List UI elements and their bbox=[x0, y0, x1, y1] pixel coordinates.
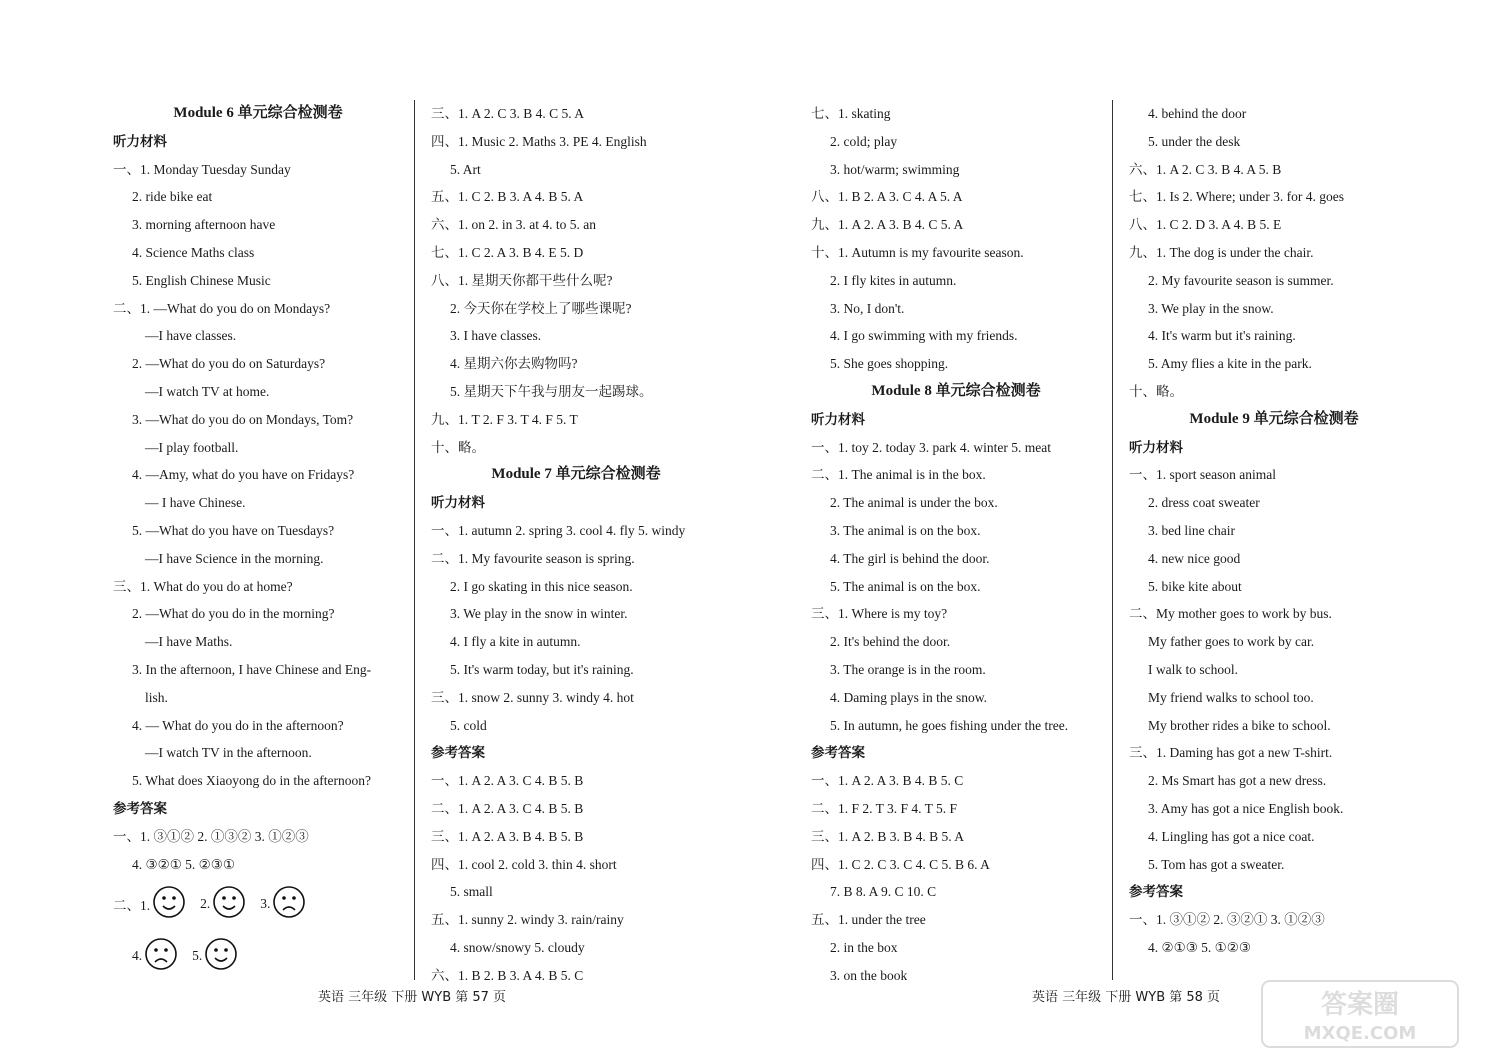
answer-line: 5. The animal is on the box. bbox=[830, 578, 981, 594]
answer-line: 5. Tom has got a sweater. bbox=[1148, 856, 1285, 872]
answer-line: 2. The animal is under the box. bbox=[830, 495, 998, 511]
answer-line: —I watch TV in the afternoon. bbox=[145, 745, 312, 761]
answer-line: 2. 今天你在学校上了哪些课呢? bbox=[450, 300, 632, 316]
answer-line: 四、1. Music 2. Maths 3. PE 4. English bbox=[431, 133, 647, 149]
answer-line: 2. Ms Smart has got a new dress. bbox=[1148, 773, 1327, 789]
answer-line: 5. 星期天下午我与朋友一起踢球。 bbox=[450, 383, 653, 399]
answer-line: 2. ride bike eat bbox=[132, 189, 213, 205]
answer-line: 5. Art bbox=[450, 161, 481, 177]
column-4 bbox=[1129, 100, 1419, 962]
module-title: Module 6 单元综合检测卷 bbox=[173, 105, 343, 121]
section-heading: 听力材料 bbox=[811, 411, 865, 427]
answer-line: 4. ②①③ 5. ①②③ bbox=[1148, 939, 1251, 955]
section-heading: 参考答案 bbox=[431, 745, 485, 761]
answer-line: 二、1. My favourite season is spring. bbox=[431, 550, 635, 566]
answer-line: 3. I have classes. bbox=[450, 328, 542, 344]
smiley-face-icon bbox=[212, 885, 246, 923]
answer-line: —I have Science in the morning. bbox=[145, 550, 324, 566]
answer-line: 二、1. —What do you do on Mondays? bbox=[113, 300, 331, 316]
face-answers-row bbox=[113, 878, 403, 930]
answer-line: 5. under the desk bbox=[1148, 133, 1241, 149]
item-number: 3. bbox=[260, 896, 271, 912]
answer-line: 九、1. T 2. F 3. T 4. F 5. T bbox=[431, 411, 578, 427]
answer-line: 5. English Chinese Music bbox=[132, 272, 271, 288]
answer-line: 二、My mother goes to work by bus. bbox=[1129, 606, 1332, 622]
answer-line: 3. hot/warm; swimming bbox=[830, 161, 960, 177]
answer-line: lish. bbox=[145, 689, 168, 705]
answer-line: 三、1. A 2. C 3. B 4. C 5. A bbox=[431, 106, 585, 121]
smiley-face-icon bbox=[152, 885, 186, 923]
answer-line: My brother rides a bike to school. bbox=[1148, 717, 1331, 733]
answer-line: 五、1. under the tree bbox=[811, 912, 926, 928]
item-number: 4. bbox=[132, 948, 143, 964]
section-heading: 参考答案 bbox=[113, 800, 167, 816]
answer-line: 四、1. cool 2. cold 3. thin 4. short bbox=[431, 856, 617, 872]
answer-line: 5. —What do you have on Tuesdays? bbox=[132, 522, 335, 538]
answer-line: 3. The orange is in the room. bbox=[830, 661, 986, 677]
answer-line: 4. Science Maths class bbox=[132, 244, 255, 260]
answer-line: 一、1. Monday Tuesday Sunday bbox=[113, 161, 291, 177]
answer-line: 二、1. A 2. A 3. C 4. B 5. B bbox=[431, 800, 584, 816]
module-title: Module 8 单元综合检测卷 bbox=[871, 382, 1041, 399]
smiley-face-icon bbox=[204, 937, 238, 975]
answer-line: 5. small bbox=[450, 884, 493, 900]
item-number: 5. bbox=[192, 948, 203, 964]
answer-line: 2. in the box bbox=[830, 939, 898, 955]
answer-line: 3. We play in the snow. bbox=[1148, 300, 1274, 316]
column-1 bbox=[113, 100, 403, 982]
question-number: 二、1. bbox=[113, 898, 151, 914]
answer-line: 十、1. Autumn is my favourite season. bbox=[811, 244, 1024, 260]
answer-line: 4. I fly a kite in autumn. bbox=[450, 634, 581, 650]
answer-line: 二、1. F 2. T 3. F 4. T 5. F bbox=[811, 800, 958, 816]
module-title: Module 7 单元综合检测卷 bbox=[491, 466, 661, 483]
answer-line: 三、1. What do you do at home? bbox=[113, 578, 293, 594]
section-heading: 听力材料 bbox=[431, 495, 485, 511]
answer-line: 3. Amy has got a nice English book. bbox=[1148, 800, 1344, 816]
answer-line: 2. cold; play bbox=[830, 133, 898, 149]
face-answers-row bbox=[113, 930, 403, 982]
section-heading: 听力材料 bbox=[113, 133, 167, 149]
answer-line: 3. The animal is on the box. bbox=[830, 522, 981, 538]
answer-line: 5. Amy flies a kite in the park. bbox=[1148, 356, 1312, 372]
answer-line: 十、略。 bbox=[431, 439, 485, 455]
answer-line: 一、1. A 2. A 3. C 4. B 5. B bbox=[431, 773, 584, 789]
answer-line: 二、1. The animal is in the box. bbox=[811, 467, 986, 483]
sad-face-icon bbox=[144, 937, 178, 975]
answer-line: 八、1. 星期天你都干些什么呢? bbox=[431, 272, 613, 288]
watermark-url: MXQE.COM bbox=[1303, 1023, 1417, 1044]
answer-line: 4. Lingling has got a nice coat. bbox=[1148, 828, 1315, 844]
answer-line: 七、1. Is 2. Where; under 3. for 4. goes bbox=[1129, 189, 1344, 205]
answer-line: 5. She goes shopping. bbox=[830, 356, 949, 372]
section-heading: 听力材料 bbox=[1129, 439, 1183, 455]
answer-line: 3. We play in the snow in winter. bbox=[450, 606, 628, 622]
answer-line: 2. I go skating in this nice season. bbox=[450, 578, 633, 594]
answer-line: 4. I go swimming with my friends. bbox=[830, 328, 1018, 344]
answer-line: 十、略。 bbox=[1129, 383, 1183, 399]
answer-line: 一、1. ③①② 2. ③②① 3. ①②③ bbox=[1129, 912, 1325, 928]
answer-line: —I watch TV at home. bbox=[145, 383, 270, 399]
answer-line: 一、1. autumn 2. spring 3. cool 4. fly 5. windy bbox=[431, 522, 686, 538]
answer-line: 3. No, I don't. bbox=[830, 300, 905, 316]
answer-line: 九、1. A 2. A 3. B 4. C 5. A bbox=[811, 217, 964, 233]
answer-line: 2. I fly kites in autumn. bbox=[830, 272, 957, 288]
answer-line: 四、1. C 2. C 3. C 4. C 5. B 6. A bbox=[811, 856, 990, 872]
answer-line: 3. —What do you do on Mondays, Tom? bbox=[132, 411, 354, 427]
answer-line: 7. B 8. A 9. C 10. C bbox=[830, 884, 937, 900]
answer-line: 4. new nice good bbox=[1148, 550, 1241, 566]
answer-line: 九、1. The dog is under the chair. bbox=[1129, 244, 1314, 260]
sad-face-icon bbox=[272, 885, 306, 923]
section-heading: 参考答案 bbox=[1129, 884, 1183, 900]
answer-line: 3. In the afternoon, I have Chinese and Eng- bbox=[132, 661, 372, 677]
column-divider bbox=[414, 100, 415, 980]
section-heading: 参考答案 bbox=[811, 745, 865, 761]
answer-line: 八、1. C 2. D 3. A 4. B 5. E bbox=[1129, 217, 1282, 233]
answer-line: 一、1. toy 2. today 3. park 4. winter 5. meat bbox=[811, 439, 1051, 455]
column-3 bbox=[811, 100, 1101, 990]
answer-line: 5. It's warm today, but it's raining. bbox=[450, 661, 634, 677]
answer-line: 4. 星期六你去购物吗? bbox=[450, 356, 578, 372]
answer-line: 2. My favourite season is summer. bbox=[1148, 272, 1334, 288]
answer-line: 七、1. C 2. A 3. B 4. E 5. D bbox=[431, 244, 584, 260]
answer-line: 4. behind the door bbox=[1148, 106, 1247, 121]
answer-line: 2. —What do you do in the morning? bbox=[132, 606, 335, 622]
watermark-logo bbox=[1260, 979, 1460, 1049]
answer-line: 三、1. Where is my toy? bbox=[811, 606, 948, 622]
answer-line: 五、1. C 2. B 3. A 4. B 5. A bbox=[431, 189, 584, 205]
answer-line: 3. bed line chair bbox=[1148, 522, 1235, 538]
answer-line: 2. dress coat sweater bbox=[1148, 495, 1260, 511]
watermark-text: 答案圈 bbox=[1320, 990, 1400, 1020]
answer-line: 三、1. A 2. A 3. B 4. B 5. B bbox=[431, 828, 584, 844]
page-footer-left: 英语 三年级 下册 WYB 第 57 页 bbox=[318, 990, 507, 1005]
answer-line: 4. Daming plays in the snow. bbox=[830, 689, 987, 705]
answer-line: 六、1. A 2. C 3. B 4. A 5. B bbox=[1129, 161, 1282, 177]
item-number: 2. bbox=[200, 896, 211, 912]
answer-line: —I have classes. bbox=[145, 328, 237, 344]
answer-line: 5. cold bbox=[450, 717, 487, 733]
answer-line: 5. What does Xiaoyong do in the afternoon? bbox=[132, 773, 371, 789]
answer-line: 三、1. A 2. B 3. B 4. B 5. A bbox=[811, 828, 965, 844]
answer-line: 3. morning afternoon have bbox=[132, 217, 276, 233]
answer-line: 五、1. sunny 2. windy 3. rain/rainy bbox=[431, 912, 624, 928]
answer-line: —I play football. bbox=[145, 439, 239, 455]
answer-line: 一、1. sport season animal bbox=[1129, 467, 1276, 483]
answer-line: 三、1. snow 2. sunny 3. windy 4. hot bbox=[431, 689, 634, 705]
answer-line: 一、1. ③①② 2. ①③② 3. ①②③ bbox=[113, 828, 309, 844]
answer-line: 4. snow/snowy 5. cloudy bbox=[450, 939, 585, 955]
answer-line: I walk to school. bbox=[1148, 661, 1238, 677]
answer-line: 2. It's behind the door. bbox=[830, 634, 951, 650]
answer-line: My father goes to work by car. bbox=[1148, 634, 1315, 650]
answer-line: 4. —Amy, what do you have on Fridays? bbox=[132, 467, 355, 483]
answer-line: — I have Chinese. bbox=[145, 495, 246, 511]
column-2 bbox=[431, 100, 721, 990]
answer-line: 4. It's warm but it's raining. bbox=[1148, 328, 1296, 344]
answer-line: 5. bike kite about bbox=[1148, 578, 1242, 594]
answer-line: 七、1. skating bbox=[811, 106, 891, 121]
answer-line: 4. — What do you do in the afternoon? bbox=[132, 717, 344, 733]
answer-line: My friend walks to school too. bbox=[1148, 689, 1314, 705]
column-divider bbox=[1112, 100, 1113, 980]
answer-line: 3. on the book bbox=[830, 967, 908, 983]
answer-line: —I have Maths. bbox=[145, 634, 233, 650]
answer-line: 5. In autumn, he goes fishing under the tree. bbox=[830, 717, 1069, 733]
module-title: Module 9 单元综合检测卷 bbox=[1189, 410, 1359, 427]
answer-line: 4. ③②① 5. ②③① bbox=[132, 856, 235, 872]
answer-line: 2. —What do you do on Saturdays? bbox=[132, 356, 326, 372]
answer-line: 八、1. B 2. A 3. C 4. A 5. A bbox=[811, 189, 963, 205]
page-footer-right: 英语 三年级 下册 WYB 第 58 页 bbox=[1032, 990, 1221, 1005]
answer-line: 一、1. A 2. A 3. B 4. B 5. C bbox=[811, 773, 964, 789]
answer-line: 4. The girl is behind the door. bbox=[830, 550, 990, 566]
answer-line: 六、1. on 2. in 3. at 4. to 5. an bbox=[431, 217, 596, 233]
answer-line: 六、1. B 2. B 3. A 4. B 5. C bbox=[431, 967, 584, 983]
answer-line: 三、1. Daming has got a new T-shirt. bbox=[1129, 745, 1333, 761]
